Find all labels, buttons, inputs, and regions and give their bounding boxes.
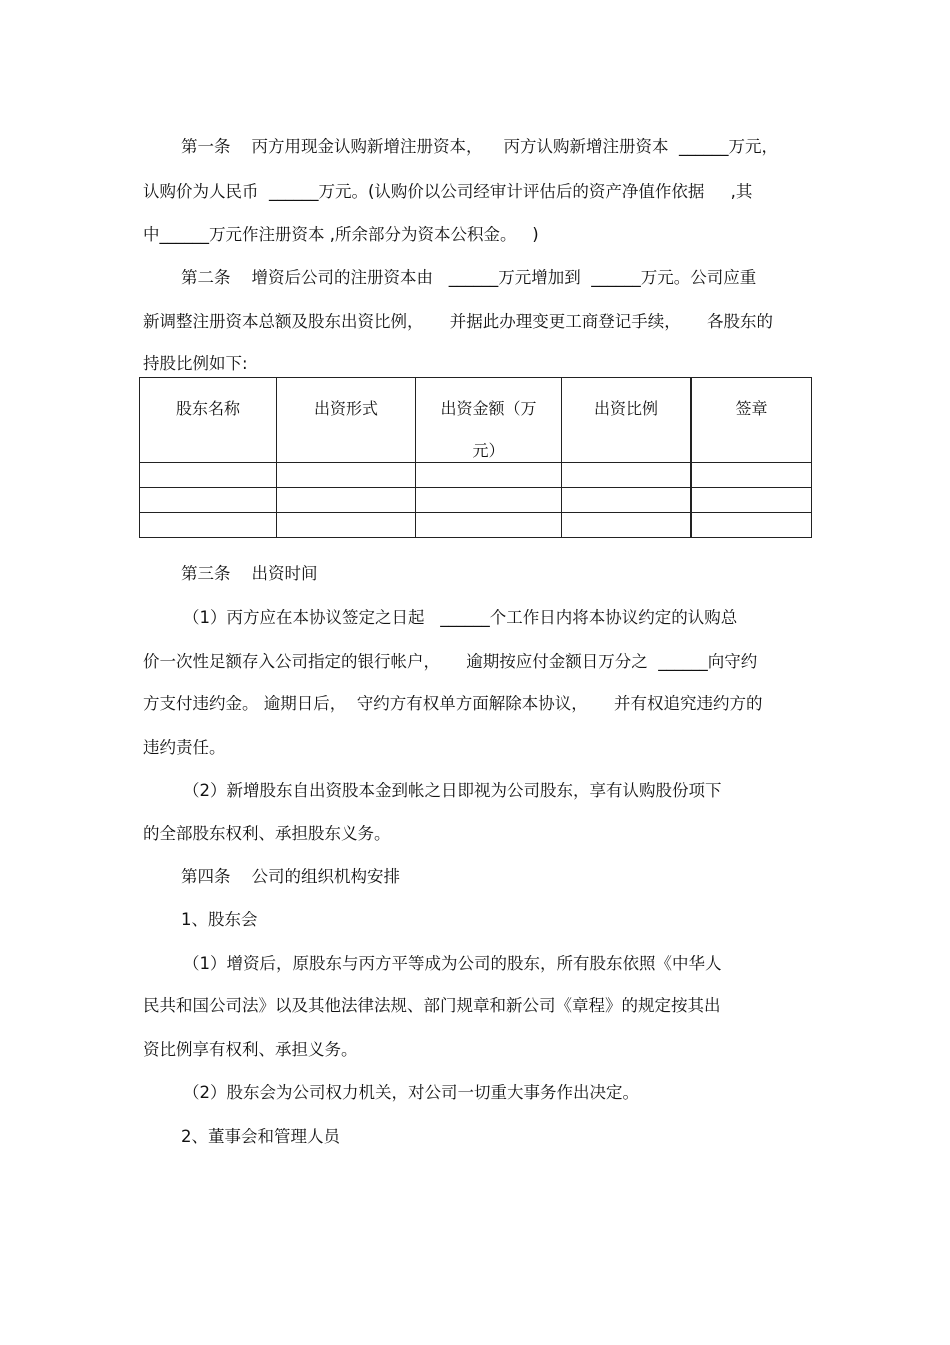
article-2-line-1: 第二条 增资后公司的注册资本由 ______万元增加到 ______万元。公司应重 [181,268,757,287]
article-1-line-2: 认购价为人民币 ______万元。(认购价以公司经审计评估后的资产净值作依据 ,其 [143,182,753,201]
article-4-heading: 第四条 公司的组织机构安排 [181,867,400,886]
table-cell[interactable] [277,463,416,488]
table-cell[interactable] [140,488,277,513]
section-shareholders-meeting: 1、股东会 [181,910,258,929]
col-header-seal: 签章 [691,378,812,463]
col-header-contribution-ratio: 出资比例 [562,378,692,463]
table-cell[interactable] [562,463,692,488]
table-cell[interactable] [562,488,692,513]
article-3-clause-2-line-1: （2）新增股东自出资股本金到帐之日即视为公司股东，享有认购股份项下 [183,781,722,800]
col-header-contribution-form: 出资形式 [277,378,416,463]
table-cell[interactable] [416,463,562,488]
section-1-clause-1-line-1: （1）增资后，原股东与丙方平等成为公司的股东，所有股东依照《中华人 [183,954,722,973]
table-cell[interactable] [277,488,416,513]
article-2-line-2: 新调整注册资本总额及股东出资比例， 并据此办理变更工商登记手续， 各股东的 [143,312,773,331]
table-cell[interactable] [691,463,812,488]
table-row [140,488,812,513]
table-cell[interactable] [691,513,812,538]
article-3-clause-1-line-2: 价一次性足额存入公司指定的银行帐户， 逾期按应付金额日万分之 ______向守约 [143,652,758,671]
table-row [140,463,812,488]
col-header-shareholder-name: 股东名称 [140,378,277,463]
article-3-heading: 第三条 出资时间 [181,564,318,583]
article-3-clause-1-line-3: 方支付违约金。 逾期日后， 守约方有权单方面解除本协议， 并有权追究违约方的 [143,694,763,713]
article-3-clause-2-line-2: 的全部股东权利、承担股东义务。 [143,824,391,843]
table-cell[interactable] [140,513,277,538]
table-row [140,513,812,538]
section-board-and-management: 2、董事会和管理人员 [181,1127,340,1146]
article-1-line-1: 第一条 丙方用现金认购新增注册资本， 丙方认购新增注册资本 ______万元， [181,137,778,156]
table-cell[interactable] [562,513,692,538]
section-1-clause-2: （2）股东会为公司权力机关，对公司一切重大事务作出决定。 [183,1083,639,1102]
section-1-clause-1-line-3: 资比例享有权利、承担义务。 [143,1040,358,1059]
article-2-line-3: 持股比例如下: [143,354,248,373]
table-cell[interactable] [277,513,416,538]
table-cell[interactable] [140,463,277,488]
article-3-clause-1-line-4: 违约责任。 [143,738,226,757]
article-1-line-3: 中______万元作注册资本 ,所余部分为资本公积金。 ) [143,225,539,244]
col-header-contribution-amount: 出资金额（万 元） [416,378,562,463]
table-cell[interactable] [416,488,562,513]
table-header-row [140,378,812,463]
article-3-clause-1-line-1: （1）丙方应在本协议签定之日起 ______个工作日内将本协议约定的认购总 [183,608,738,627]
table-cell[interactable] [416,513,562,538]
shareholder-table [139,377,812,538]
table-cell[interactable] [691,488,812,513]
section-1-clause-1-line-2: 民共和国公司法》以及其他法律法规、部门规章和新公司《章程》的规定按其出 [143,996,721,1015]
